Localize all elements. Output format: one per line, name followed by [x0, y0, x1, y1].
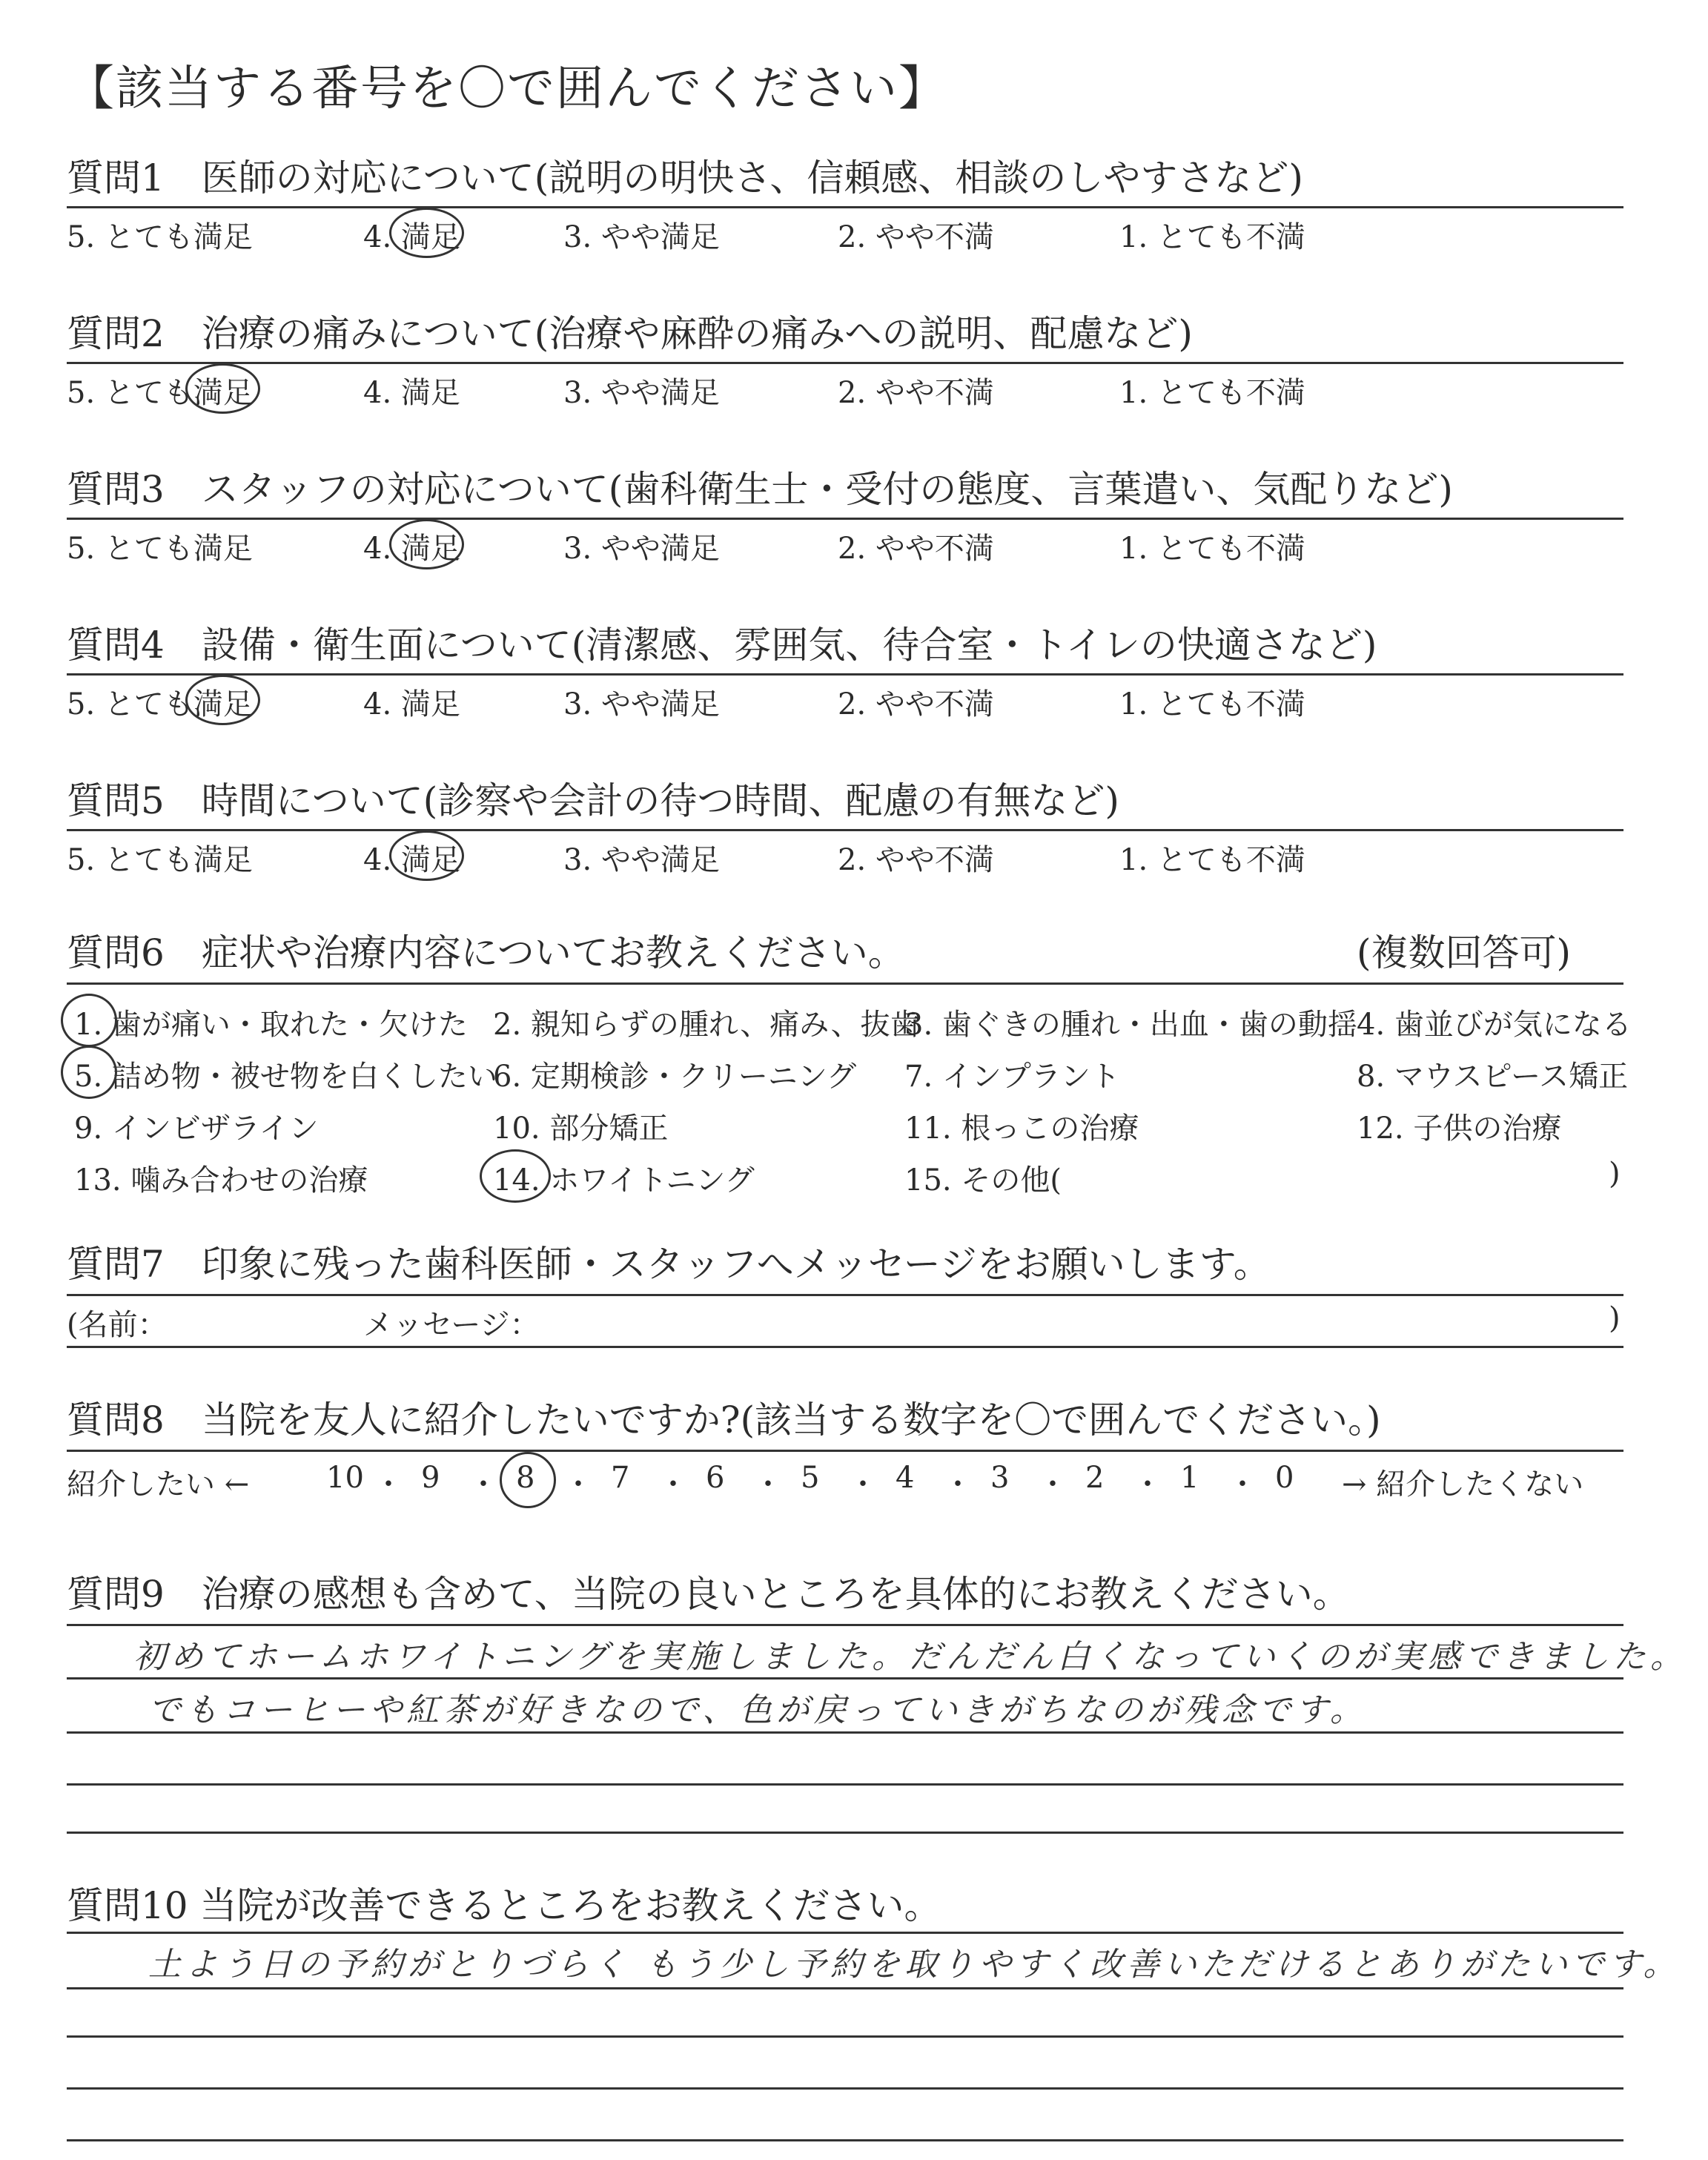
q2-option-1[interactable]: 1. とても不満: [1119, 376, 1305, 410]
q6-item-2[interactable]: 2. 親知らずの腫れ、痛み、抜歯: [493, 1008, 920, 1042]
q6-selection-circle-14: [480, 1149, 551, 1203]
q8-scale-separator: ・: [563, 1467, 593, 1502]
q8-scale-separator: ・: [1038, 1467, 1068, 1502]
q4-selection-circle: [185, 675, 260, 725]
q10-rule-4: [67, 2087, 1623, 2090]
q6-item-13[interactable]: 13. 噛み合わせの治療: [74, 1163, 368, 1198]
q6-item-10[interactable]: 10. 部分矯正: [493, 1112, 669, 1146]
q4-option-2[interactable]: 2. やや不満: [838, 687, 994, 721]
q4-option-5[interactable]: 5. とても満足: [67, 687, 253, 721]
q1-option-1[interactable]: 1. とても不満: [1119, 220, 1305, 254]
q5-selection-circle: [389, 830, 464, 881]
q6-item-9[interactable]: 9. インビザライン: [74, 1112, 319, 1146]
q10-rule-1: [67, 1932, 1623, 1934]
q6-item-14[interactable]: 14. ホワイトニング: [493, 1163, 755, 1198]
q4-option-1[interactable]: 1. とても不満: [1119, 687, 1305, 721]
q2-option-4[interactable]: 4. 満足: [363, 376, 460, 410]
q8-scale-separator: ・: [943, 1467, 973, 1502]
q7-message-label: メッセージ：: [363, 1308, 540, 1342]
q8-scale-9[interactable]: 9: [421, 1461, 440, 1495]
q3-rule: [67, 518, 1623, 520]
q10-rule-5: [67, 2139, 1623, 2141]
q6-item-3[interactable]: 3. 歯ぐきの腫れ・出血・歯の動揺: [904, 1008, 1357, 1042]
q9-rule-2: [67, 1677, 1623, 1680]
q5-option-3[interactable]: 3. やや満足: [563, 843, 720, 877]
q4-rule: [67, 673, 1623, 676]
q5-title: 質問5 時間について(診察や会計の待つ時間、配慮の有無など): [67, 779, 1119, 822]
q6-title: 質問6 症状や治療内容についてお教えください。: [67, 931, 905, 974]
q3-option-3[interactable]: 3. やや満足: [563, 532, 720, 566]
q2-selection-circle: [185, 363, 260, 414]
q4-option-3[interactable]: 3. やや満足: [563, 687, 720, 721]
q6-item-15[interactable]: 15. その他(: [904, 1163, 1062, 1198]
q1-option-5[interactable]: 5. とても満足: [67, 220, 253, 254]
q1-rule: [67, 206, 1623, 208]
q6-item-4[interactable]: 4. 歯並びが気になる: [1357, 1008, 1632, 1042]
q8-scale-separator: ・: [374, 1467, 403, 1502]
q8-right-label: → 紹介したくない: [1342, 1467, 1584, 1502]
q8-scale-separator: ・: [753, 1467, 783, 1502]
q1-title: 質問1 医師の対応について(説明の明快さ、信頼感、相談のしやすさなど): [67, 156, 1303, 199]
q6-item-5[interactable]: 5. 詰め物・被せ物を白くしたい: [74, 1060, 497, 1094]
q8-scale-6[interactable]: 6: [706, 1461, 725, 1495]
q6-selection-circle-1: [61, 994, 117, 1047]
q2-rule: [67, 362, 1623, 364]
q6-other-close-paren: ): [1609, 1157, 1621, 1191]
q6-rule: [67, 982, 1623, 985]
q4-title: 質問4 設備・衛生面について(清潔感、雰囲気、待合室・トイレの快適さなど): [67, 624, 1377, 667]
q5-option-5[interactable]: 5. とても満足: [67, 843, 253, 877]
q8-scale-separator: ・: [469, 1467, 498, 1502]
q1-option-2[interactable]: 2. やや不満: [838, 220, 994, 254]
q8-rule: [67, 1450, 1623, 1452]
q8-scale-4[interactable]: 4: [896, 1461, 915, 1495]
q6-item-11[interactable]: 11. 根っこの治療: [904, 1112, 1139, 1146]
form-header: 【該当する番号を〇で囲んでください】: [67, 62, 947, 116]
q8-scale-2[interactable]: 2: [1085, 1461, 1105, 1495]
q7-bottom-rule: [67, 1346, 1623, 1348]
q3-option-4[interactable]: 4. 満足: [363, 532, 460, 566]
q9-rule-1: [67, 1624, 1623, 1626]
q3-option-2[interactable]: 2. やや不満: [838, 532, 994, 566]
q9-answer-line-1: 初めてホームホワイトニングを実施しました。だんだん白くなっていくのが実感できました。: [133, 1638, 1688, 1676]
q9-answer-line-2: でもコーヒーや紅茶が好きなので、色が戻っていきがちなのが残念です。: [148, 1691, 1367, 1729]
q6-item-7[interactable]: 7. インプラント: [904, 1060, 1120, 1094]
q8-title: 質問8 当院を友人に紹介したいですか?(該当する数字を〇で囲んでください。): [67, 1398, 1381, 1441]
q7-rule: [67, 1294, 1623, 1296]
q8-scale-3[interactable]: 3: [990, 1461, 1010, 1495]
q9-rule-3: [67, 1731, 1623, 1734]
q8-scale-10[interactable]: 10: [326, 1461, 364, 1495]
q6-item-6[interactable]: 6. 定期検診・クリーニング: [493, 1060, 857, 1094]
q8-scale-separator: ・: [1133, 1467, 1162, 1502]
q9-rule-5: [67, 1832, 1623, 1834]
q3-option-1[interactable]: 1. とても不満: [1119, 532, 1305, 566]
q2-title: 質問2 治療の痛みについて(治療や麻酔の痛みへの説明、配慮など): [67, 312, 1193, 355]
q9-title: 質問9 治療の感想も含めて、当院の良いところを具体的にお教えください。: [67, 1573, 1350, 1616]
q8-scale-separator: ・: [1228, 1467, 1257, 1502]
q1-selection-circle: [389, 208, 464, 258]
q8-scale-8[interactable]: 8: [516, 1461, 535, 1495]
q6-item-1[interactable]: 1. 歯が痛い・取れた・欠けた: [74, 1008, 468, 1042]
q5-option-1[interactable]: 1. とても不満: [1119, 843, 1305, 877]
q7-close-paren: ): [1609, 1301, 1621, 1335]
q8-scale-5[interactable]: 5: [801, 1461, 820, 1495]
q3-selection-circle: [389, 519, 464, 569]
q6-selection-circle-5: [61, 1046, 117, 1099]
q8-scale-1[interactable]: 1: [1180, 1461, 1199, 1495]
q8-scale-separator: ・: [658, 1467, 688, 1502]
q6-note: (複数回答可): [1357, 931, 1572, 974]
q10-rule-2: [67, 1987, 1623, 1989]
q6-item-12[interactable]: 12. 子供の治療: [1357, 1112, 1562, 1146]
q5-option-4[interactable]: 4. 満足: [363, 843, 460, 877]
q3-title: 質問3 スタッフの対応について(歯科衛生士・受付の態度、言葉遣い、気配りなど): [67, 468, 1453, 511]
q7-title: 質問7 印象に残った歯科医師・スタッフへメッセージをお願いします。: [67, 1243, 1271, 1286]
q4-option-4[interactable]: 4. 満足: [363, 687, 460, 721]
q8-scale-separator: ・: [848, 1467, 878, 1502]
q3-option-5[interactable]: 5. とても満足: [67, 532, 253, 566]
q2-option-2[interactable]: 2. やや不満: [838, 376, 994, 410]
q5-rule: [67, 829, 1623, 831]
q6-item-8[interactable]: 8. マウスピース矯正: [1357, 1060, 1629, 1094]
q8-left-label: 紹介したい ←: [67, 1467, 250, 1502]
q7-name-label: (名前：: [67, 1308, 168, 1342]
q8-scale-0[interactable]: 0: [1275, 1461, 1294, 1495]
q1-option-3[interactable]: 3. やや満足: [563, 220, 720, 254]
q10-rule-3: [67, 2035, 1623, 2038]
q10-answer-line-1: 土よう日の予約がとりづらく もう少し予約を取りやすく改善いただけるとありがたいです。: [148, 1946, 1681, 1984]
q2-option-3[interactable]: 3. やや満足: [563, 376, 720, 410]
q2-option-5[interactable]: 5. とても満足: [67, 376, 253, 410]
q9-rule-4: [67, 1783, 1623, 1786]
q8-scale-7[interactable]: 7: [611, 1461, 630, 1495]
q1-option-4[interactable]: 4. 満足: [363, 220, 460, 254]
q10-title: 質問10 当院が改善できるところをお教えください。: [67, 1884, 941, 1927]
q5-option-2[interactable]: 2. やや不満: [838, 843, 994, 877]
q8-selection-circle: [500, 1452, 556, 1508]
